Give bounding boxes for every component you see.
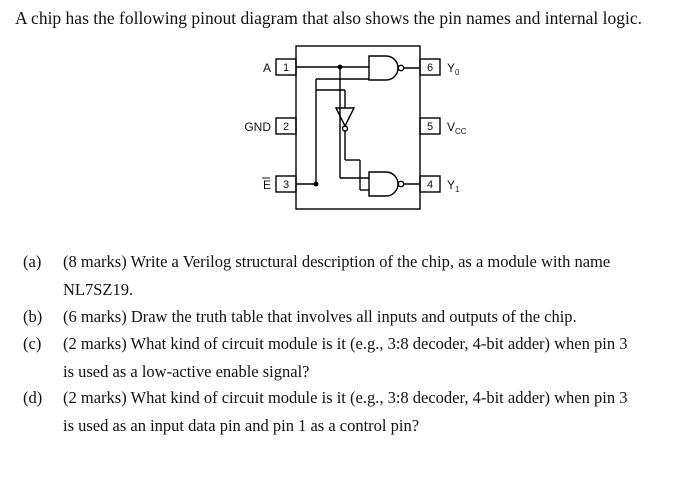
inverter-triangle	[336, 108, 354, 126]
question-a-line2: NL7SZ19.	[63, 280, 134, 299]
question-a-line1: (8 marks) Write a Verilog structural description of the chip, as a module with name	[63, 252, 611, 271]
pin-name-y0: $Y_0$	[447, 61, 460, 77]
pin-name-a: A	[262, 61, 271, 75]
nand-gate-top	[369, 56, 398, 80]
pinout-diagram	[0, 0, 700, 240]
nand-bubble-top	[398, 65, 403, 70]
pin-number-1: 1	[282, 62, 290, 74]
pin-number-6: 6	[426, 62, 434, 74]
pin-number-2: 2	[282, 121, 290, 133]
question-c-line2: is used as a low-active enable signal?	[63, 362, 310, 381]
nand-gate-bottom	[369, 172, 398, 196]
question-b-line1: (6 marks) Draw the truth table that involves all inputs and outputs of the chip.	[63, 307, 577, 326]
question-c-line1: (2 marks) What kind of circuit module is it (e.g., 3:8 decoder, 4-bit adder) when pin 3	[63, 334, 628, 353]
question-d-line2: is used as an input data pin and pin 1 as a control pin?	[63, 416, 420, 435]
pin-number-5: 5	[426, 121, 434, 133]
pin-number-3: 3	[282, 179, 290, 191]
question-c-label: (c)	[23, 334, 42, 353]
pin-number-4: 4	[426, 179, 434, 191]
question-d-line1: (2 marks) What kind of circuit module is it (e.g., 3:8 decoder, 4-bit adder) when pin 3	[63, 388, 628, 407]
question-a-label: (a)	[23, 252, 42, 271]
pin-name-y1: $Y_1$	[447, 178, 460, 194]
pin-name-gnd: GND	[244, 120, 271, 134]
pin-name-y0-sub: 0	[455, 68, 460, 77]
pin-name-y1-sub: 1	[455, 185, 460, 194]
pin-name-e: E	[262, 178, 271, 192]
pin-name-vcc: $V_{CC}$	[447, 120, 467, 136]
pin-name-vcc-sub: CC	[455, 127, 467, 136]
question-b-label: (b)	[23, 307, 43, 326]
junction-dot-a	[338, 65, 343, 70]
intro-text: A chip has the following pinout diagram that also shows the pin names and internal logic.	[15, 8, 642, 28]
question-d-label: (d)	[23, 388, 43, 407]
junction-dot-e	[314, 182, 319, 187]
nand-bubble-bottom	[398, 181, 403, 186]
